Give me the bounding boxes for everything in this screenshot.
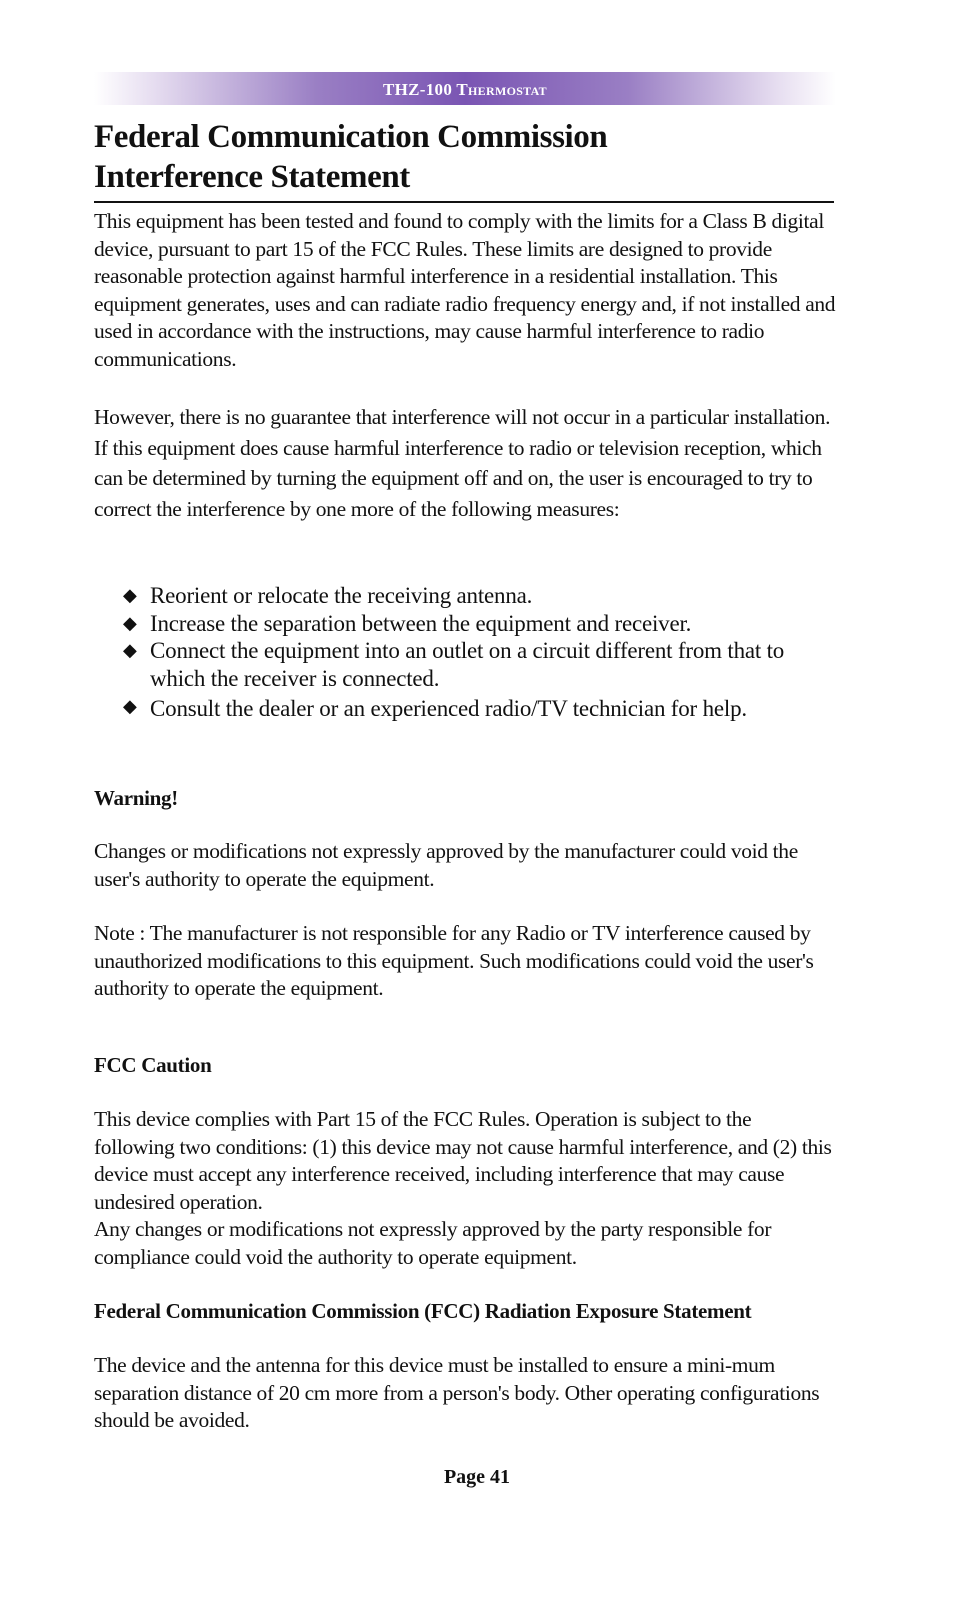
- radiation-heading: Federal Communication Commission (FCC) Radiation Exposure Statement: [94, 1299, 752, 1323]
- measure-text: Consult the dealer or an experienced radio/TV technician for help.: [150, 696, 747, 721]
- modifications-paragraph: Any changes or modifications not expressly approved by the party responsible for compliance could void the authority to operate equipment.: [94, 1217, 772, 1269]
- header-band: [94, 72, 836, 105]
- guarantee-paragraph: However, there is no guarantee that interference will not occur in a particular installation. If this equipment does cause harmful interference to radio or television reception, which can be determined by turning the equipment off and on, the user is encouraged to try to correct the interference by one more of the following measures:: [94, 405, 831, 521]
- fcc-caution-heading: FCC Caution: [94, 1053, 212, 1077]
- measure-item: [123, 693, 833, 724]
- page-title: [94, 117, 836, 197]
- page-title-line-1: Federal Communication Commission: [94, 119, 608, 155]
- diamond-bullet-icon: ◆: [123, 585, 137, 605]
- diamond-bullet-icon: ◆: [123, 640, 137, 660]
- measure-text: Increase the separation between the equipment and receiver.: [150, 610, 692, 636]
- warning-paragraph: Changes or modifications not expressly approved by the manufacturer could void the user's authority to operate the equipment.: [94, 839, 798, 891]
- page-title-line-2: Interference Statement: [94, 159, 410, 195]
- measure-item: [123, 610, 833, 638]
- measure-item: [123, 582, 833, 610]
- radiation-paragraph: The device and the antenna for this device must be installed to ensure a mini-mum separation distance of 20 cm more from a person's body. Other operating configurations should be avoided.: [94, 1353, 820, 1432]
- warning-heading: Warning!: [94, 786, 178, 810]
- measure-text: Reorient or relocate the receiving antenna.: [150, 583, 533, 608]
- intro-paragraph: This equipment has been tested and found to comply with the limits for a Class B digital device, pursuant to part 15 of the FCC Rules. These limits are designed to provide reasonable protection against harmful interference in a residential installation. This equipment generates, uses and can radiate radio frequency energy and, if not installed and used in accordance with the instructions, may cause harmful interference to radio communications.: [94, 209, 836, 371]
- header-title: THZ-100 Thermostat: [383, 80, 547, 99]
- diamond-bullet-icon: ◆: [123, 612, 137, 633]
- measure-text: Connect the equipment into an outlet on a circuit different from that to which the receiver is connected.: [150, 638, 785, 691]
- diamond-bullet-icon: ◆: [123, 696, 137, 716]
- page-number: Page 41: [443, 1466, 511, 1488]
- title-divider: [94, 201, 834, 203]
- measure-item: [123, 637, 833, 692]
- measures-list: [123, 582, 833, 724]
- note-paragraph: Note : The manufacturer is not responsible for any Radio or TV interference caused by unauthorized modifications to this equipment. Such modifications could void the user's authority to operate the equipment.: [94, 921, 814, 1000]
- fcc-caution-paragraph: This device complies with Part 15 of the FCC Rules. Operation is subject to the following two conditions: (1) this device may not cause harmful interference, and (2) this device must accept any interference received, including interference that may cause undesired operation.: [94, 1107, 832, 1214]
